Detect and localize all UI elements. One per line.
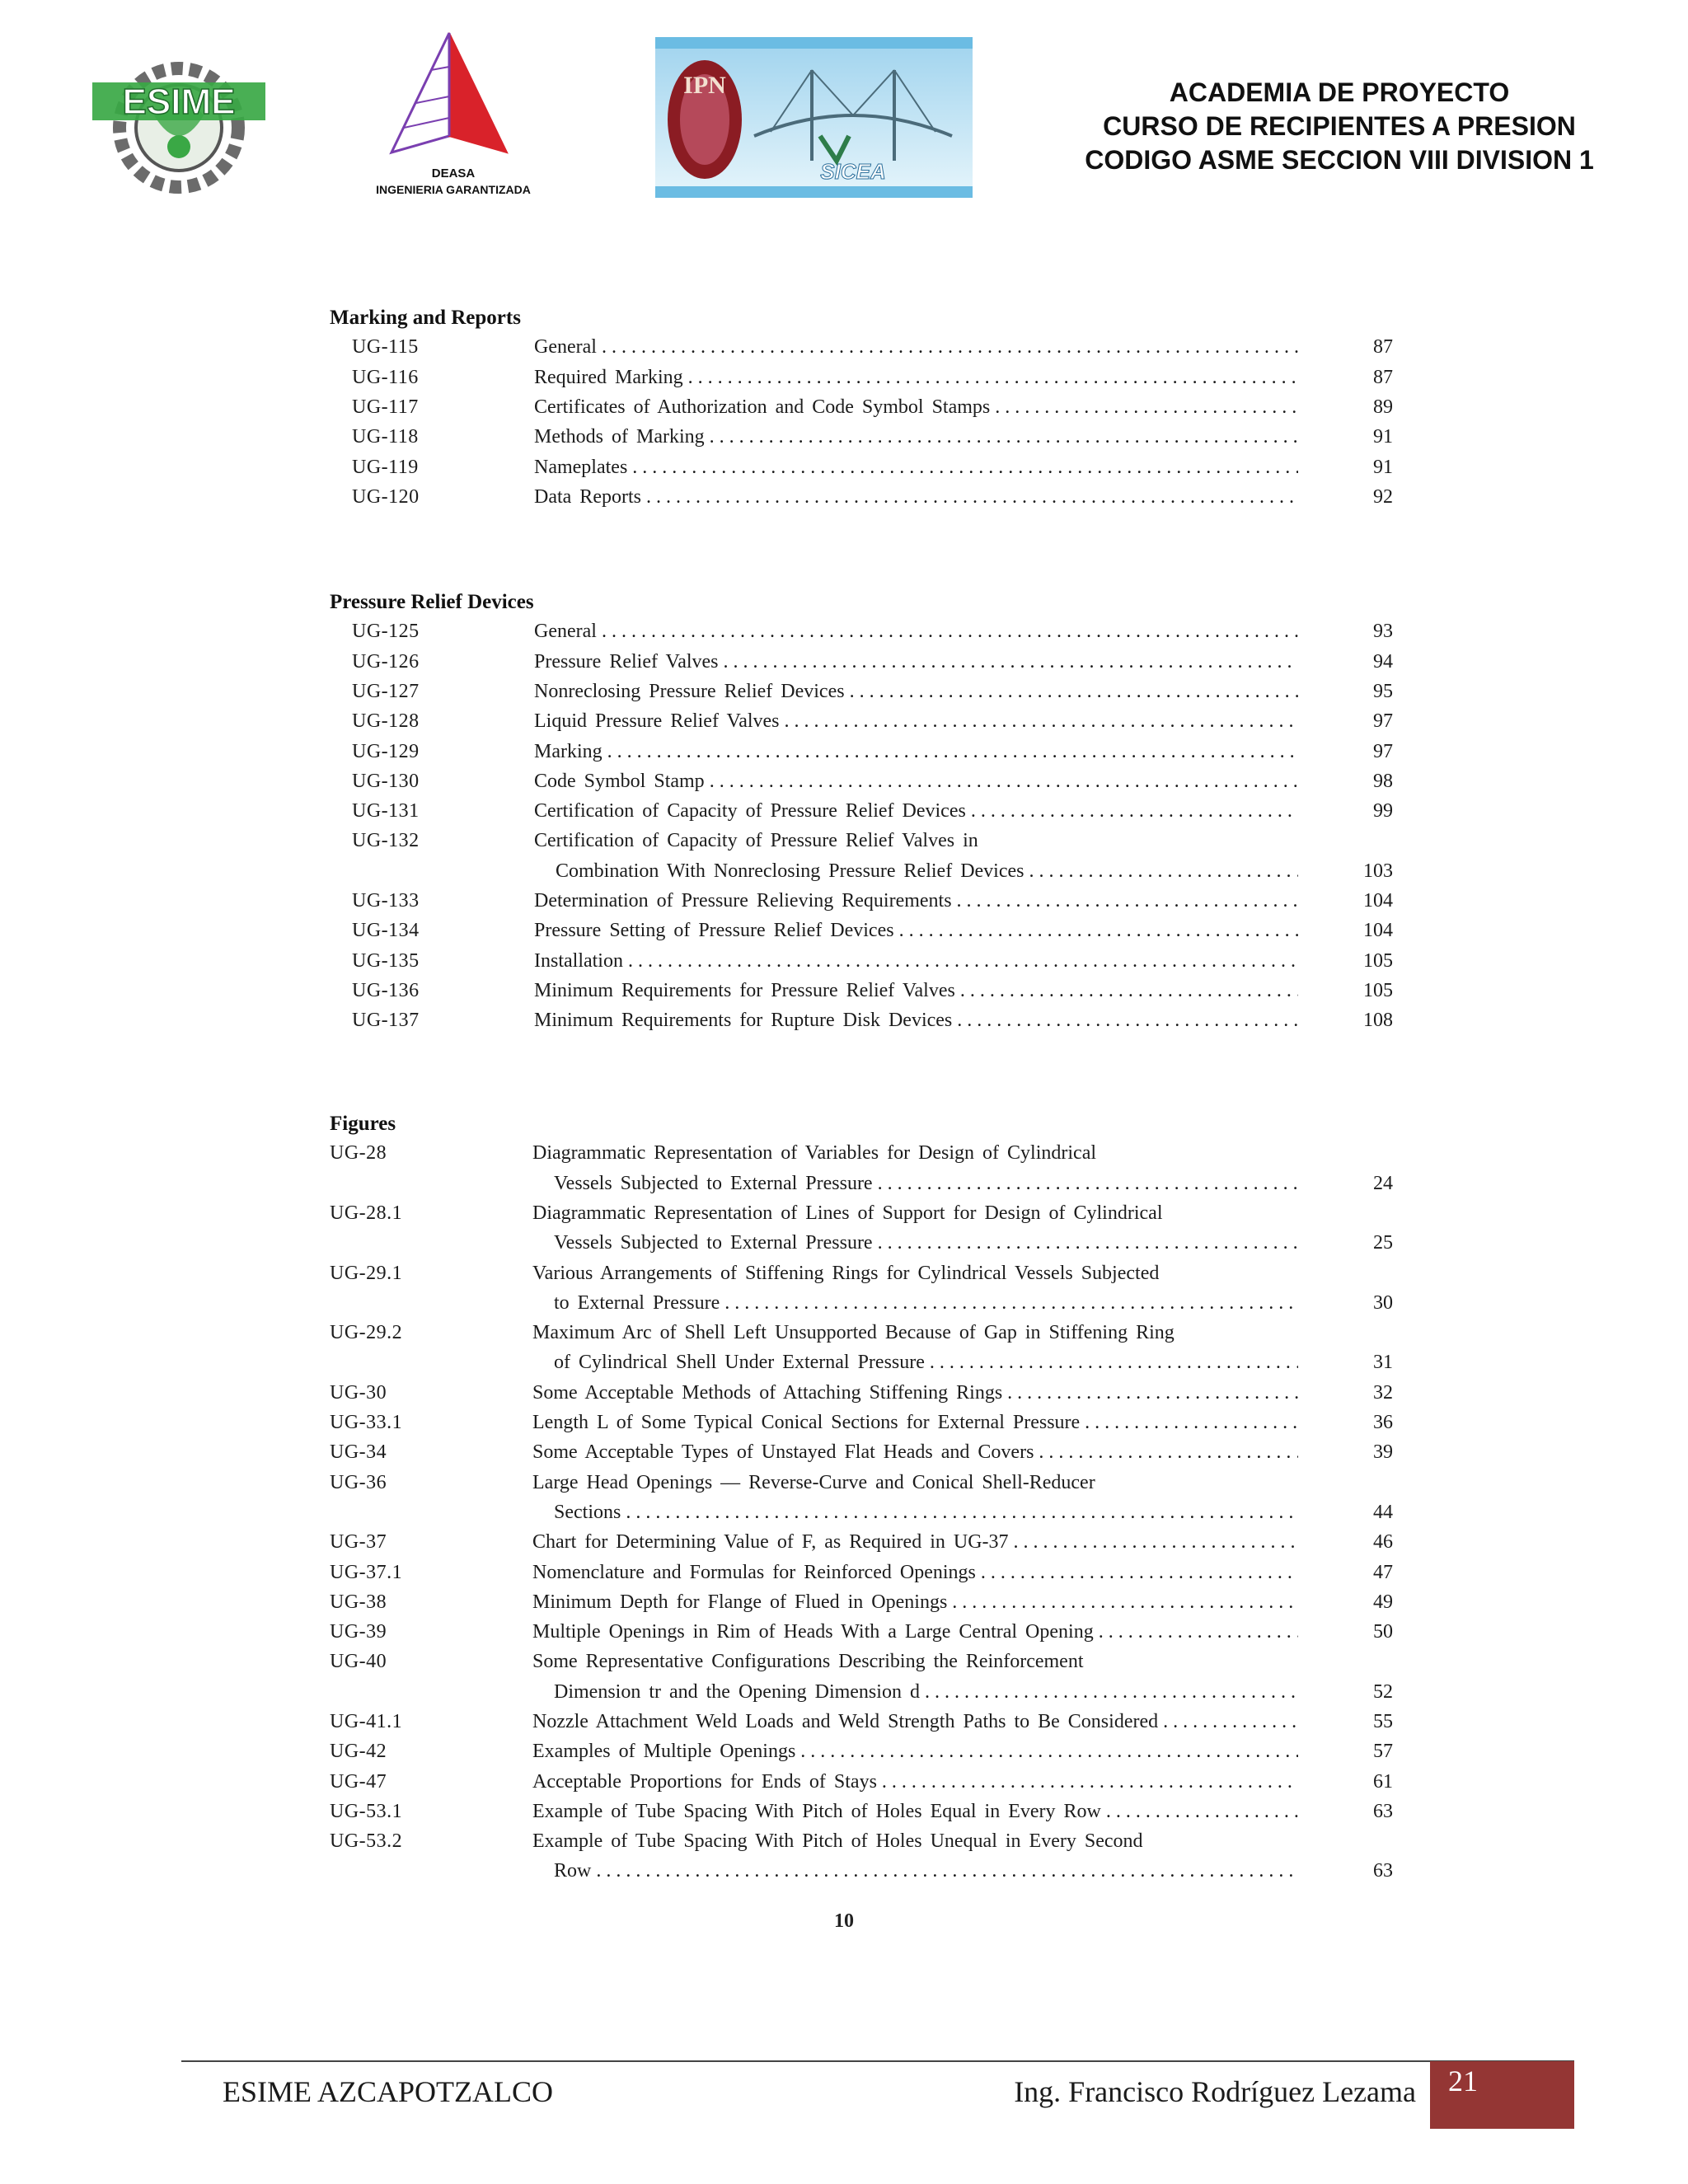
toc-entry-code: UG-115 bbox=[352, 336, 419, 358]
toc-entry-title: Some Acceptable Types of Unstayed Flat Heads and Covers . . . bbox=[532, 1441, 1298, 1464]
toc-entry-page: 25 bbox=[1373, 1232, 1393, 1254]
toc-entry-code: UG-117 bbox=[352, 396, 419, 418]
toc-entry-code: UG-119 bbox=[352, 457, 419, 478]
deasa-logo bbox=[359, 29, 548, 206]
section-title: Pressure Relief Devices bbox=[330, 591, 534, 613]
toc-entry-title: Example of Tube Spacing With Pitch of Holes Unequal in Every Second bbox=[532, 1830, 1143, 1852]
toc-entry-page: 89 bbox=[1373, 396, 1393, 418]
toc-entry-title: Certificates of Authorization and Code Symbol Stamps . . . bbox=[534, 396, 1298, 419]
toc-entry-code: UG-36 bbox=[330, 1472, 387, 1493]
toc-entry bbox=[330, 830, 1393, 860]
toc-entry-title: Diagrammatic Representation of Lines of Support for Design of Cylindrical bbox=[532, 1202, 1163, 1224]
toc-entry-code: UG-137 bbox=[352, 1010, 420, 1031]
toc-entry bbox=[330, 1382, 1393, 1412]
toc-entry bbox=[330, 651, 1393, 681]
toc-entry-code: UG-40 bbox=[330, 1651, 387, 1672]
toc-entry-title: Required Marking . . . bbox=[534, 367, 1298, 389]
toc-entry-code: UG-34 bbox=[330, 1441, 387, 1463]
ipn-sicea-logo bbox=[655, 37, 973, 198]
footer-institution: ESIME AZCAPOTZALCO bbox=[223, 2075, 554, 2108]
header-title-line: CODIGO ASME SECCION VIII DIVISION 1 bbox=[1085, 145, 1594, 175]
toc-entry bbox=[330, 1591, 1393, 1621]
toc-entry bbox=[330, 1412, 1393, 1441]
toc-entry-page: 46 bbox=[1373, 1531, 1393, 1553]
header-titles bbox=[1047, 76, 1632, 177]
toc-entry-code: UG-118 bbox=[352, 426, 419, 448]
bridge-icon bbox=[655, 37, 973, 198]
toc-entry bbox=[330, 1711, 1393, 1741]
toc-entry bbox=[330, 1010, 1393, 1039]
toc-entry bbox=[330, 367, 1393, 396]
toc-entry-page: 61 bbox=[1373, 1771, 1393, 1793]
toc-entry-page: 103 bbox=[1363, 860, 1393, 882]
toc-entry bbox=[330, 1741, 1393, 1770]
toc-entry-page: 95 bbox=[1373, 681, 1393, 702]
toc-entry-page: 36 bbox=[1373, 1412, 1393, 1433]
toc-entry-page: 24 bbox=[1373, 1173, 1393, 1194]
toc-entry bbox=[330, 1142, 1393, 1172]
toc-entry-title: General . . . bbox=[534, 336, 1298, 359]
toc-entry-code: UG-39 bbox=[330, 1621, 387, 1643]
toc-entry-title: Data Reports . . . bbox=[534, 486, 1298, 509]
toc-entry-code: UG-120 bbox=[352, 486, 420, 508]
footer-author: Ing. Francisco Rodríguez Lezama bbox=[1014, 2075, 1416, 2108]
toc-entry-code: UG-30 bbox=[330, 1382, 387, 1404]
toc-entry-code: UG-47 bbox=[330, 1771, 387, 1793]
footer-divider bbox=[181, 2060, 1574, 2062]
toc-entry bbox=[330, 771, 1393, 800]
toc-entry-title: to External Pressure . . . bbox=[554, 1292, 1298, 1315]
toc-entry-page: 47 bbox=[1373, 1562, 1393, 1583]
toc-entry bbox=[330, 860, 1393, 890]
toc-entry-title: Multiple Openings in Rim of Heads With a Large Central Opening . . . bbox=[532, 1621, 1298, 1643]
svg-text:DEASA: DEASA bbox=[431, 166, 476, 180]
toc-entry-code: UG-53.1 bbox=[330, 1801, 403, 1822]
toc-entry-title: Determination of Pressure Relieving Requirements . . . bbox=[534, 890, 1298, 912]
svg-text:SICEA: SICEA bbox=[820, 159, 886, 184]
toc-entry-title: Nameplates . . . bbox=[534, 457, 1298, 479]
toc-entry-title: Maximum Arc of Shell Left Unsupported Because of Gap in Stiffening Ring bbox=[532, 1322, 1175, 1343]
toc-entry-title: Methods of Marking . . . bbox=[534, 426, 1298, 448]
toc-entry-code: UG-37.1 bbox=[330, 1562, 403, 1583]
toc-entry-title: Some Representative Configurations Describing the Reinforcement bbox=[532, 1651, 1084, 1672]
toc-entry-page: 94 bbox=[1373, 651, 1393, 673]
toc-entry-page: 49 bbox=[1373, 1591, 1393, 1613]
toc-entry-title: Installation . . . bbox=[534, 950, 1298, 972]
section-title: Figures bbox=[330, 1113, 396, 1135]
toc-entry-title: General . . . bbox=[534, 621, 1298, 643]
toc-entry bbox=[330, 486, 1393, 516]
toc-entry-code: UG-133 bbox=[352, 890, 420, 912]
toc-entry-title: Pressure Setting of Pressure Relief Devices . . . bbox=[534, 920, 1298, 942]
toc-entry bbox=[330, 741, 1393, 771]
toc-entry-code: UG-38 bbox=[330, 1591, 387, 1613]
toc-entry-code: UG-28 bbox=[330, 1142, 387, 1164]
toc-entry-page: 87 bbox=[1373, 336, 1393, 358]
toc-entry-code: UG-37 bbox=[330, 1531, 387, 1553]
toc-entry-code: UG-135 bbox=[352, 950, 420, 972]
header-title-line: CURSO DE RECIPIENTES A PRESION bbox=[1103, 111, 1576, 141]
toc-entry bbox=[330, 1502, 1393, 1531]
toc-entry bbox=[330, 1232, 1393, 1262]
toc-entry-page: 30 bbox=[1373, 1292, 1393, 1314]
toc-entry bbox=[330, 1202, 1393, 1232]
toc-entry-title: Pressure Relief Valves . . . bbox=[534, 651, 1298, 673]
toc-entry bbox=[330, 1173, 1393, 1202]
toc-entry-title: Certification of Capacity of Pressure Relief Valves in bbox=[534, 830, 978, 851]
toc-entry-page: 97 bbox=[1373, 710, 1393, 732]
toc-entry-title: Code Symbol Stamp . . . bbox=[534, 771, 1298, 793]
toc-entry-title: Minimum Depth for Flange of Flued in Openings . . . bbox=[532, 1591, 1298, 1614]
toc-entry bbox=[330, 800, 1393, 830]
toc-entry bbox=[330, 1830, 1393, 1860]
pyramid-icon bbox=[359, 29, 548, 206]
toc-entry-page: 98 bbox=[1373, 771, 1393, 792]
toc-entry-title: Vessels Subjected to External Pressure . . . bbox=[554, 1232, 1298, 1254]
toc-entry-page: 63 bbox=[1373, 1860, 1393, 1882]
toc-entry-title: Diagrammatic Representation of Variables for Design of Cylindrical bbox=[532, 1142, 1097, 1164]
toc-entry bbox=[330, 1441, 1393, 1471]
toc-entry-title: Marking . . . bbox=[534, 741, 1298, 763]
esime-logo bbox=[92, 49, 265, 194]
toc-entry-code: UG-132 bbox=[352, 830, 420, 851]
toc-entry-page: 105 bbox=[1363, 950, 1393, 972]
toc-entry-page: 93 bbox=[1373, 621, 1393, 642]
toc-entry bbox=[330, 1681, 1393, 1711]
toc-entry bbox=[330, 396, 1393, 426]
toc-entry bbox=[330, 980, 1393, 1010]
toc-entry-page: 52 bbox=[1373, 1681, 1393, 1703]
toc-entry-code: UG-127 bbox=[352, 681, 420, 702]
toc-entry-title: Chart for Determining Value of F, as Required in UG-37 . . . bbox=[532, 1531, 1298, 1554]
footer-page-badge bbox=[1430, 2061, 1574, 2129]
document-page-number: 10 bbox=[834, 1910, 854, 1932]
toc-entry-title: Example of Tube Spacing With Pitch of Holes Equal in Every Row . . . bbox=[532, 1801, 1298, 1823]
toc-entry bbox=[330, 1292, 1393, 1322]
toc-entry bbox=[330, 1562, 1393, 1591]
toc-entry-page: 91 bbox=[1373, 457, 1393, 478]
toc-entry-title: Liquid Pressure Relief Valves . . . bbox=[534, 710, 1298, 733]
toc-entry-page: 32 bbox=[1373, 1382, 1393, 1404]
toc-entry-code: UG-128 bbox=[352, 710, 420, 732]
toc-entry-title: Length L of Some Typical Conical Sections for External Pressure . . . bbox=[532, 1412, 1298, 1434]
toc-entry bbox=[330, 1352, 1393, 1381]
header-title-line: ACADEMIA DE PROYECTO bbox=[1169, 77, 1510, 107]
toc-entry-title: Minimum Requirements for Pressure Relief Valves . . . bbox=[534, 980, 1298, 1002]
gear-emblem-icon bbox=[92, 49, 265, 194]
toc-entry-code: UG-136 bbox=[352, 980, 420, 1001]
toc-entry bbox=[330, 920, 1393, 949]
toc-entry-code: UG-53.2 bbox=[330, 1830, 403, 1852]
toc-entry-title: Nonreclosing Pressure Relief Devices . . . bbox=[534, 681, 1298, 703]
toc-entry-code: UG-129 bbox=[352, 741, 420, 762]
toc-entry-title: Vessels Subjected to External Pressure . . . bbox=[554, 1173, 1298, 1195]
toc-entry-page: 44 bbox=[1373, 1502, 1393, 1523]
toc-entry-title: of Cylindrical Shell Under External Pressure . . . bbox=[554, 1352, 1298, 1374]
toc-entry-page: 99 bbox=[1373, 800, 1393, 822]
toc-entry-title: Nozzle Attachment Weld Loads and Weld Strength Paths to Be Considered . . . bbox=[532, 1711, 1298, 1733]
toc-entry-page: 63 bbox=[1373, 1801, 1393, 1822]
toc-entry bbox=[330, 457, 1393, 486]
toc-entry-page: 104 bbox=[1363, 890, 1393, 912]
toc-entry-title: Row . . . bbox=[554, 1860, 1298, 1882]
toc-entry-code: UG-131 bbox=[352, 800, 420, 822]
footer-page-number: 21 bbox=[1448, 2064, 1478, 2097]
toc-entry bbox=[330, 1621, 1393, 1651]
svg-text:ESIME: ESIME bbox=[122, 82, 236, 122]
toc-entry bbox=[330, 426, 1393, 456]
toc-entry bbox=[330, 1771, 1393, 1801]
toc-entry-title: Dimension tr and the Opening Dimension d . . . bbox=[554, 1681, 1298, 1704]
toc-entry-title: Sections . . . bbox=[554, 1502, 1298, 1524]
toc-entry-title: Some Acceptable Methods of Attaching Stiffening Rings . . . bbox=[532, 1382, 1298, 1404]
toc-entry bbox=[330, 1322, 1393, 1352]
toc-entry bbox=[330, 710, 1393, 740]
toc-entry-code: UG-125 bbox=[352, 621, 420, 642]
toc-entry-page: 91 bbox=[1373, 426, 1393, 448]
toc-entry bbox=[330, 1531, 1393, 1561]
toc-entry-title: Minimum Requirements for Rupture Disk Devices . . . bbox=[534, 1010, 1298, 1032]
toc-entry-code: UG-126 bbox=[352, 651, 420, 673]
toc-entry-page: 97 bbox=[1373, 741, 1393, 762]
toc-entry-page: 105 bbox=[1363, 980, 1393, 1001]
toc-entry-title: Various Arrangements of Stiffening Rings for Cylindrical Vessels Subjected bbox=[532, 1263, 1160, 1284]
toc-entry bbox=[330, 1860, 1393, 1890]
toc-entry-title: Nomenclature and Formulas for Reinforced Openings . . . bbox=[532, 1562, 1298, 1584]
toc-entry bbox=[330, 621, 1393, 650]
toc-entry-code: UG-42 bbox=[330, 1741, 387, 1762]
toc-entry bbox=[330, 1651, 1393, 1680]
toc-entry-page: 108 bbox=[1363, 1010, 1393, 1031]
section-title: Marking and Reports bbox=[330, 307, 521, 329]
toc-entry bbox=[330, 890, 1393, 920]
toc-entry-code: UG-116 bbox=[352, 367, 419, 388]
toc-entry-page: 104 bbox=[1363, 920, 1393, 941]
toc-entry-title: Certification of Capacity of Pressure Relief Devices . . . bbox=[534, 800, 1298, 823]
toc-entry-code: UG-28.1 bbox=[330, 1202, 403, 1224]
toc-entry-code: UG-29.1 bbox=[330, 1263, 403, 1284]
toc-entry bbox=[330, 950, 1393, 980]
toc-entry-page: 57 bbox=[1373, 1741, 1393, 1762]
toc-entry-page: 39 bbox=[1373, 1441, 1393, 1463]
svg-text:INGENIERIA GARANTIZADA: INGENIERIA GARANTIZADA bbox=[376, 183, 531, 196]
svg-text:IPN: IPN bbox=[683, 72, 726, 99]
toc-entry-code: UG-130 bbox=[352, 771, 420, 792]
toc-entry-code: UG-41.1 bbox=[330, 1711, 403, 1732]
toc-entry-title: Acceptable Proportions for Ends of Stays . . . bbox=[532, 1771, 1298, 1793]
toc-entry bbox=[330, 336, 1393, 366]
toc-entry-title: Large Head Openings — Reverse-Curve and Conical Shell-Reducer bbox=[532, 1472, 1095, 1493]
toc-entry-page: 87 bbox=[1373, 367, 1393, 388]
toc-entry-page: 50 bbox=[1373, 1621, 1393, 1643]
toc-entry-code: UG-29.2 bbox=[330, 1322, 403, 1343]
toc-entry-title: Examples of Multiple Openings . . . bbox=[532, 1741, 1298, 1763]
toc-entry-page: 55 bbox=[1373, 1711, 1393, 1732]
toc-entry bbox=[330, 681, 1393, 710]
toc-entry bbox=[330, 1263, 1393, 1292]
toc-entry-page: 92 bbox=[1373, 486, 1393, 508]
toc-entry bbox=[330, 1801, 1393, 1830]
toc-entry-code: UG-33.1 bbox=[330, 1412, 403, 1433]
toc-entry-page: 31 bbox=[1373, 1352, 1393, 1373]
toc-entry-code: UG-134 bbox=[352, 920, 420, 941]
toc-entry-title: Combination With Nonreclosing Pressure Relief Devices . . . bbox=[556, 860, 1298, 883]
toc-entry bbox=[330, 1472, 1393, 1502]
